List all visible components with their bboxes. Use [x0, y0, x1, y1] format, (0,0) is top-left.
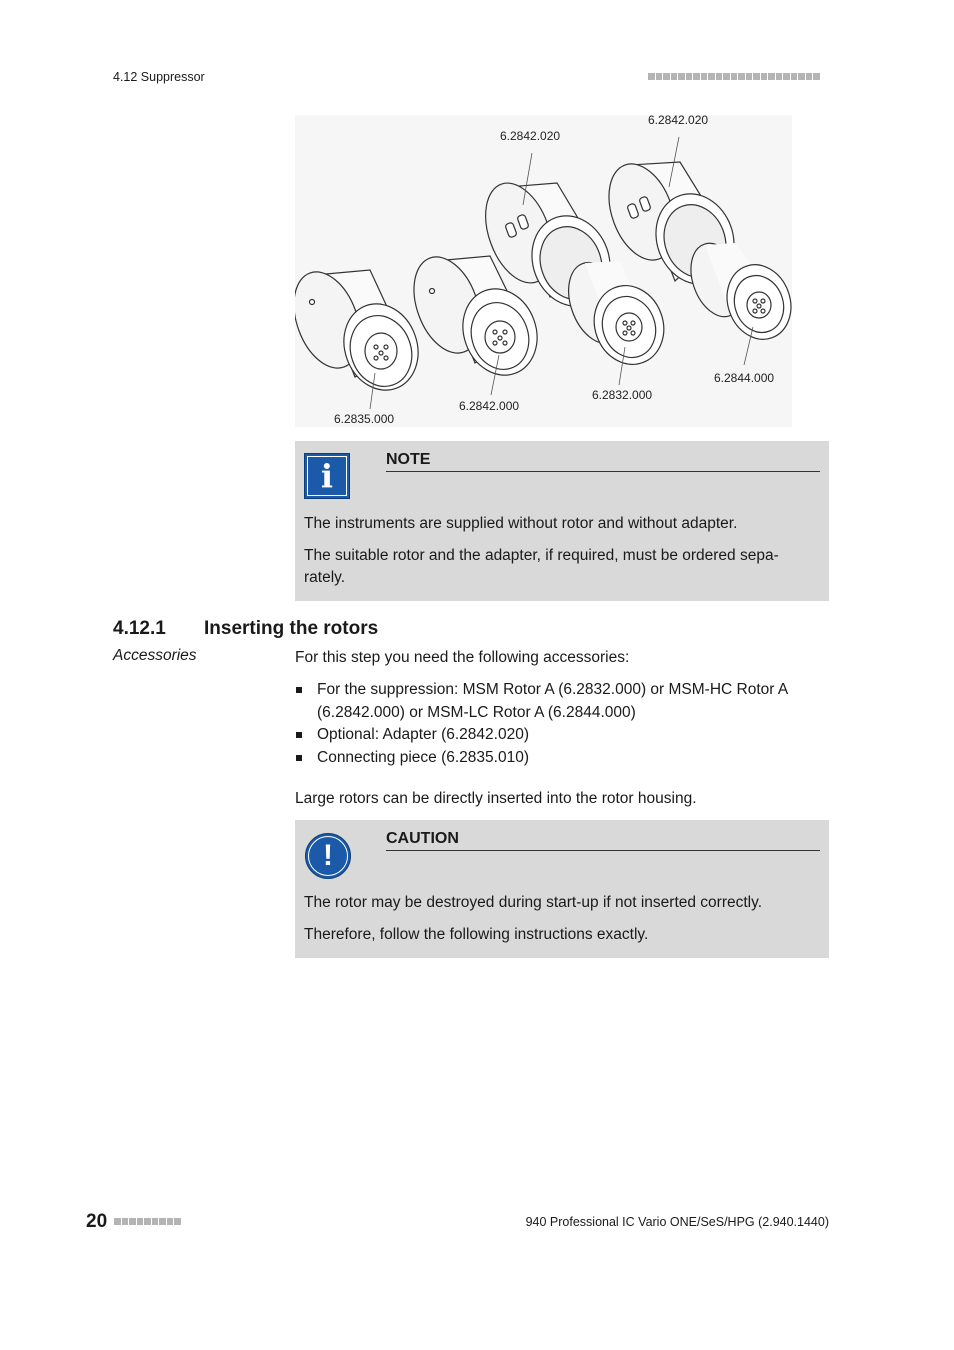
connecting-piece-drawing	[295, 263, 430, 401]
label-rotor-a: 6.2832.000	[592, 388, 653, 402]
label-connecting-piece: 6.2835.000	[334, 412, 395, 426]
section-number: 4.12.1	[113, 618, 166, 639]
rotor-a-drawing	[558, 255, 674, 375]
list-item: For the suppression: MSM Rotor A (6.2832.000) or MSM-HC Rotor A (6.2842.000) or MSM-LC Rotor A (6.2844.000)	[295, 679, 825, 724]
side-label: Accessories	[113, 647, 197, 664]
label-adapter-right: 6.2842.020	[648, 113, 709, 127]
note-line-2b: rately.	[304, 569, 346, 586]
caution-box	[295, 820, 829, 958]
note-line-1: The instruments are supplied without rotor and without adapter.	[304, 515, 738, 532]
label-adapter-left: 6.2842.020	[500, 129, 561, 143]
caution-line-2: Therefore, follow the following instructions exactly.	[304, 926, 649, 943]
note-title: NOTE	[386, 451, 820, 472]
page-number: 20	[86, 1211, 108, 1232]
label-rotor-lc: 6.2844.000	[714, 371, 775, 385]
exclamation-icon: !	[305, 833, 351, 879]
list-item: Connecting piece (6.2835.010)	[295, 747, 825, 770]
caution-title: CAUTION	[386, 830, 820, 851]
note-line-2a: The suitable rotor and the adapter, if required, must be ordered sepa-	[304, 547, 779, 564]
header-decoration	[648, 73, 820, 80]
footer-decoration	[114, 1218, 181, 1225]
running-header: 4.12 Suppressor	[113, 70, 205, 84]
label-rotor-hc: 6.2842.000	[459, 399, 520, 413]
section-title: Inserting the rotors	[204, 618, 379, 639]
caution-line-1: The rotor may be destroyed during start-up if not inserted correctly.	[304, 894, 763, 911]
rotor-figure	[295, 115, 792, 427]
rotor-lc-drawing	[681, 236, 792, 348]
list-item: Optional: Adapter (6.2842.020)	[295, 724, 825, 747]
note-box	[295, 441, 829, 601]
body-paragraph: Large rotors can be directly inserted into the rotor housing.	[295, 790, 697, 807]
accessory-list	[295, 679, 825, 769]
footer-document-title: 940 Professional IC Vario ONE/SeS/HPG (2.940.1440)	[525, 1215, 829, 1229]
info-icon: i	[304, 453, 350, 499]
intro-text: For this step you need the following accessories:	[295, 649, 630, 666]
